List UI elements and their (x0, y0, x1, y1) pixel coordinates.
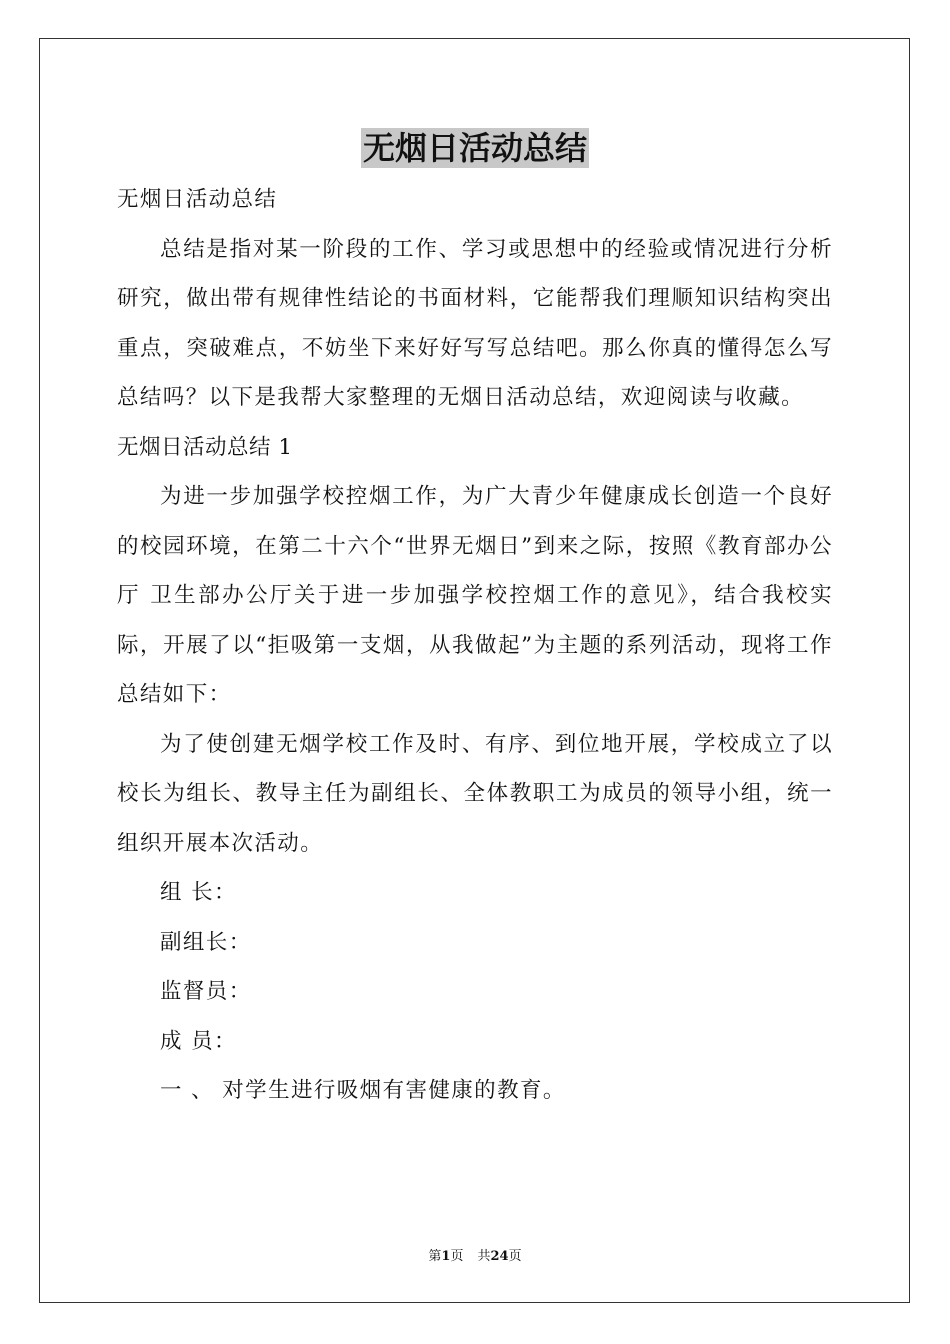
document-body (117, 175, 833, 1116)
list-item-one: 一 、 对学生进行吸烟有害健康的教育。 (160, 1078, 566, 1103)
document-title: 无烟日活动总结 (362, 129, 587, 167)
section-heading: 无烟日活动总结 1 (117, 434, 293, 460)
total-prefix: 共 (477, 1249, 491, 1264)
page-footer (0, 1248, 950, 1266)
total-suffix: 页 (508, 1249, 522, 1264)
paragraph-background: 为进一步加强学校控烟工作，为广大青少年健康成长创造一个良好的校园环境，在第二十六个“世界无烟日”到来之际，按照《教育部办公厅 卫生部办公厅关于进一步加强学校控烟工作的意见》，结合我校实际，开展了以“拒吸第一支烟，从我做起”为主题的系列活动，现将工作总结如下： (117, 484, 833, 707)
page-prefix: 第 (428, 1249, 442, 1264)
page-number: 1 (441, 1249, 451, 1264)
total-pages: 24 (490, 1249, 509, 1264)
paragraph-heading: 无烟日活动总结 (117, 187, 278, 212)
role-supervisor: 监督员： (160, 979, 252, 1004)
paragraph-leadership: 为了使创建无烟学校工作及时、有序、到位地开展，学校成立了以校长为组长、教导主任为副组长、全体教职工为成员的领导小组，统一组织开展本次活动。 (117, 731, 833, 856)
role-members: 成 员： (160, 1028, 237, 1054)
role-leader: 组 长： (160, 880, 237, 905)
page-suffix: 页 (450, 1249, 464, 1264)
role-deputy-leader: 副组长： (160, 929, 252, 955)
title-container (0, 128, 950, 168)
paragraph-intro: 总结是指对某一阶段的工作、学习或思想中的经验或情况进行分析研究，做出带有规律性结论的书面材料，它能帮我们理顺知识结构突出重点，突破难点，不妨坐下来好好写写总结吧。那么你真的懂得怎么写总结吗？以下是我帮大家整理的无烟日活动总结，欢迎阅读与收藏。 (117, 236, 833, 410)
